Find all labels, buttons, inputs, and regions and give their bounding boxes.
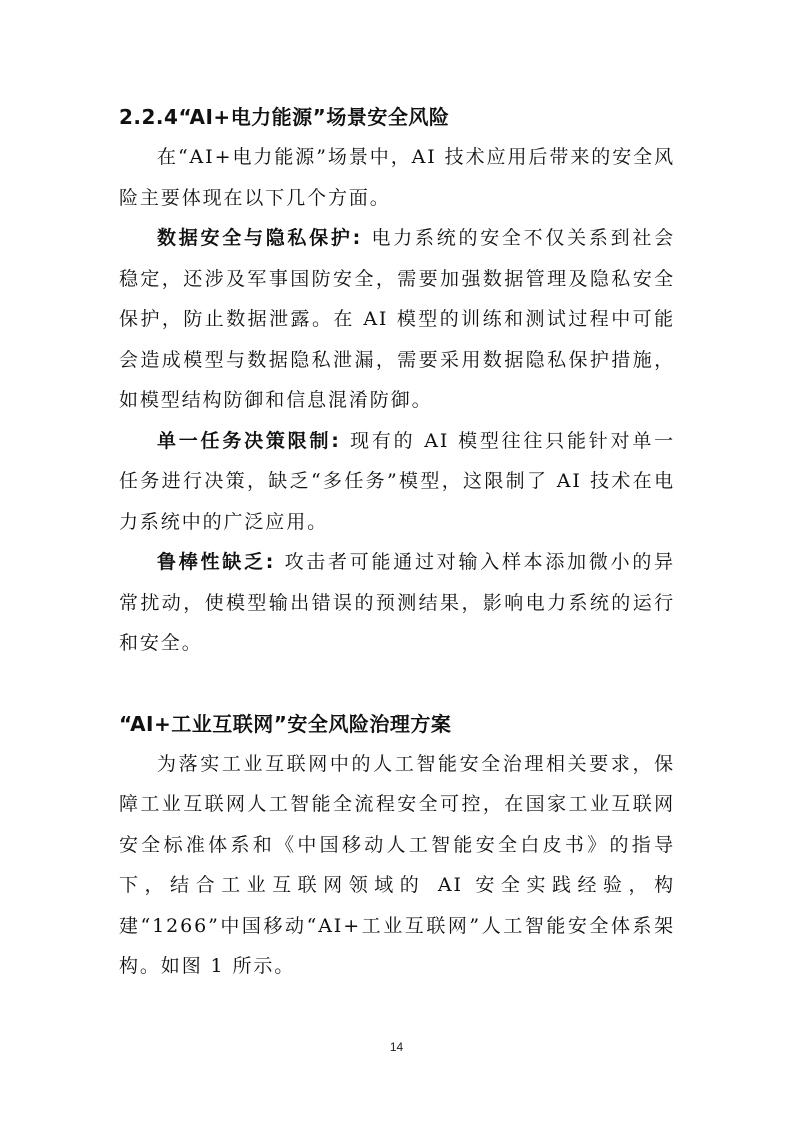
risk-term: 数据安全与隐私保护	[157, 227, 353, 249]
risk-description: 电力系统的安全不仅关系到社会稳定，还涉及军事国防安全，需要加强数据管理及隐私安全保护，防止数据泄露。在 AI 模型的训练和测试过程中可能会造成模型与数据隐私泄漏，需要采用数据隐私保护措施，如模型结构防御和信息混淆防御。	[119, 227, 675, 411]
section-spacer	[119, 664, 675, 704]
section-heading-industrial-internet-governance: “AI+工业互联网”安全风险治理方案	[119, 711, 452, 736]
term-separator: :	[331, 429, 351, 452]
page-content	[119, 97, 675, 987]
risk-term: 单一任务决策限制	[157, 429, 332, 452]
risk-term: 鲁棒性缺乏	[157, 551, 266, 573]
term-separator: :	[352, 227, 372, 249]
risk-item-data-privacy	[119, 218, 675, 421]
risk-item-robustness	[119, 542, 675, 664]
risk-item-single-task	[119, 421, 675, 543]
risk-description: 现有的 AI 模型往往只能针对单一任务进行决策，缺乏“多任务”模型，这限制了 AI 技术在电力系统中的广泛应用。	[119, 429, 675, 533]
governance-paragraph: 为落实工业互联网中的人工智能安全治理相关要求，保障工业互联网人工智能全流程安全可控，在国家工业互联网安全标准体系和《中国移动人工智能安全白皮书》的指导下，结合工业互联网领域的 AI 安全实践经验，构建“1266”中国移动“AI+工业互联网”人工智能安全体系架构。如图 1 所示。	[119, 752, 675, 977]
term-separator: :	[265, 551, 285, 573]
section-intro-paragraph: 在“AI+电力能源”场景中，AI 技术应用后带来的安全风险主要体现在以下几个方面。	[119, 146, 675, 209]
risk-description: 攻击者可能通过对输入样本添加微小的异常扰动，使模型输出错误的预测结果，影响电力系统的运行和安全。	[119, 551, 676, 654]
page-number: 14	[389, 1040, 404, 1054]
section-heading-power-energy-risks: 2.2.4“AI+电力能源”场景安全风险	[119, 105, 450, 129]
